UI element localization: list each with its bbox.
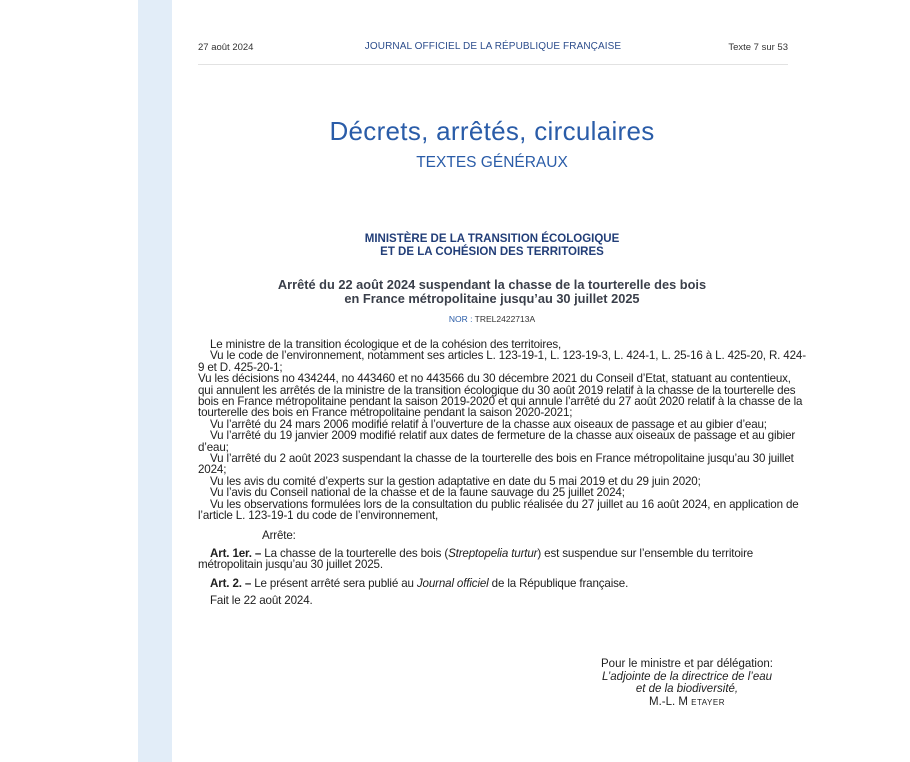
article-1-text-a: La chasse de la tourterelle des bois (	[261, 546, 449, 560]
body-paragraph: Vu les avis du comité d’experts sur la gestion adaptative en date du 5 mai 2019 et du 29 juin 2020;	[210, 474, 701, 488]
article-2	[198, 578, 806, 589]
signatory-name-initials: M.-L. M	[648, 695, 688, 708]
left-margin-band	[138, 0, 172, 762]
article-2-journal: Journal officiel	[416, 576, 489, 590]
arrete-title-line-1: Arrêté du 22 août 2024 suspendant la chasse de la tourterelle des bois	[277, 277, 707, 292]
body-paragraph: Vu les observations formulées lors de la consultation du public réalisée du 27 juillet au 16 août 2024, en application de l’article L. 123-19-1 du code de l’environnement,	[198, 497, 799, 523]
document-body	[198, 339, 806, 607]
article-1	[198, 548, 806, 571]
article-2-label: Art. 2. –	[210, 576, 252, 590]
header-journal-title: JOURNAL OFFICIEL DE LA RÉPUBLIQUE FRANÇAISE	[364, 41, 622, 52]
arrete-title-line-2: en France métropolitaine jusqu’au 30 juillet 2025	[344, 290, 640, 306]
nor-label: NOR :	[448, 314, 473, 324]
nor-reference	[172, 314, 812, 324]
body-paragraph: Vu l’arrêté du 2 août 2023 suspendant la chasse de la tourterelle des bois en France métropolitaine jusqu’au 30 juillet 2024;	[198, 452, 794, 477]
nor-value: TREL2422713A	[474, 314, 536, 324]
article-1-species: Streptopelia turtur	[448, 546, 538, 560]
ministry-line-1: MINISTÈRE DE LA TRANSITION ÉCOLOGIQUE	[364, 233, 620, 245]
date-signed: Fait le 22 août 2024.	[210, 594, 313, 608]
section-title: Décrets, arrêtés, circulaires	[329, 116, 655, 146]
signatory-name	[572, 696, 802, 710]
signature-line-1: Pour le ministre et par délégation:	[601, 658, 773, 670]
header-date: 27 août 2024	[198, 42, 254, 53]
arrete-word: Arrête:	[262, 528, 296, 542]
article-1-text-b: ) est suspendue sur l’ensemble du territoire métropolitain jusqu’au 30 juillet 2025.	[198, 546, 754, 572]
body-paragraph: Vu l’avis du Conseil national de la chasse et de la faune sauvage du 25 juillet 2024;	[210, 486, 625, 500]
body-paragraph: Le ministre de la transition écologique et de la cohésion des territoires,	[210, 338, 562, 351]
arrete-title	[172, 278, 812, 305]
signature-line-3: et de la biodiversité,	[635, 683, 739, 695]
body-paragraph: Vu les décisions no 434244, no 443460 et no 443566 du 30 décembre 2021 du Conseil d’Etat, statuant au contentieux, qui annulent les arrêtés de la ministre de la transition écologique du 30 août 2019 relatif à la chasse de la tourterelle des bois en France métropolitaine pendant la saison 2019-2020 et qui annule l’arrêté du 27 août 2020 relatif à la chasse de la tourterelle des bois en France métropolitaine pendant la saison 2020-2021;	[198, 372, 803, 420]
ministry-name	[172, 233, 812, 259]
body-paragraph: Vu le code de l’environnement, notamment ses articles L. 123-19-1, L. 123-19-3, L. 424-1, L. 25-16 à L. 425-20, R. 424-9 et D. 425-20-1;	[198, 349, 806, 374]
signatory-name-rest: ETAYER	[691, 697, 725, 707]
ministry-line-2: ET DE LA COHÉSION DES TERRITOIRES	[380, 246, 604, 258]
article-2-text-b: de la République française.	[488, 576, 629, 590]
header-text-number: Texte 7 sur 53	[728, 42, 788, 53]
section-subtitle: TEXTES GÉNÉRAUX	[416, 154, 568, 171]
article-2-text-a: Le présent arrêté sera publié au	[251, 576, 417, 590]
body-paragraph: Vu l’arrêté du 19 janvier 2009 modifié relatif aux dates de fermeture de la chasse aux oiseaux de passage et au gibier d’eau;	[198, 429, 796, 454]
body-paragraph: Vu l’arrêté du 24 mars 2006 modifié relatif à l’ouverture de la chasse aux oiseaux de passage et au gibier d’eau;	[210, 417, 767, 431]
signature-block	[572, 658, 802, 709]
document-page	[172, 0, 812, 762]
signature-line-2: L’adjointe de la directrice de l’eau	[601, 670, 773, 683]
article-1-label: Art. 1er. –	[210, 546, 262, 560]
page-header	[198, 34, 788, 65]
